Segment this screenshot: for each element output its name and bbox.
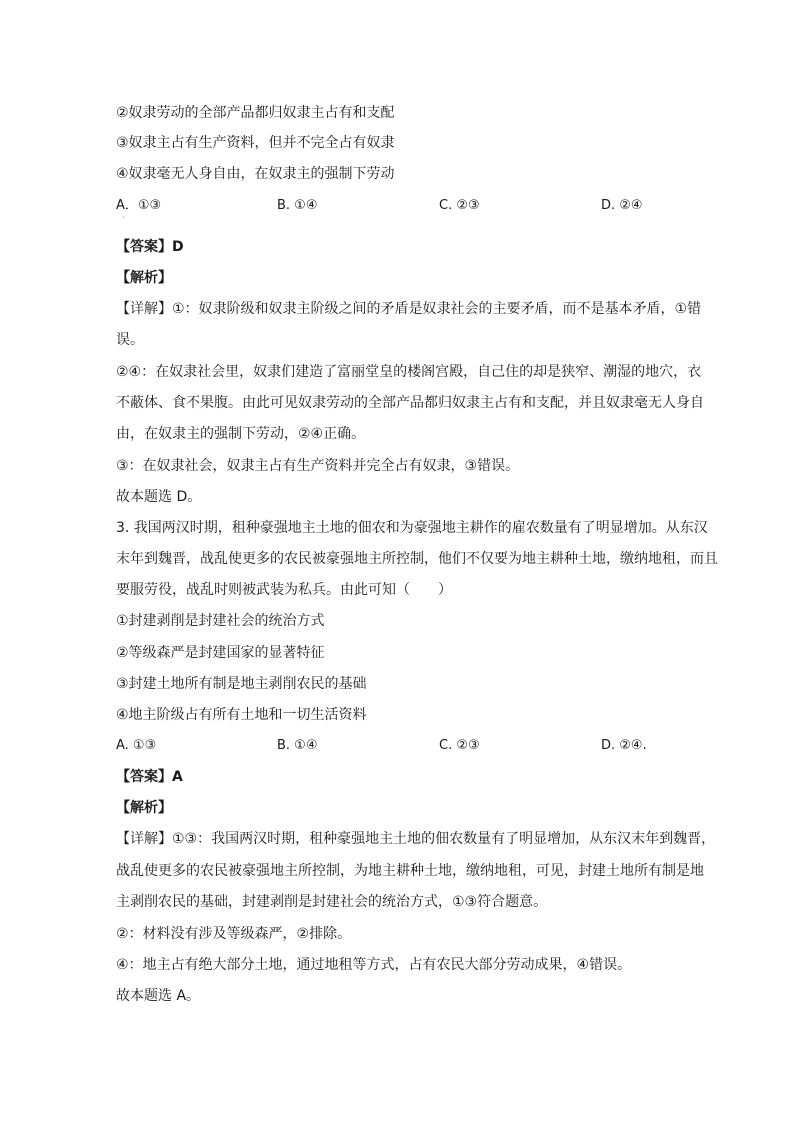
conclusion-line: 故本题选 A。 — [116, 988, 201, 1004]
question-stem: 要服劳役，战乱时则被武装为私兵。由此可知（ ） — [116, 582, 452, 598]
explanation-line: 不蔽体、食不果腹。由此可见奴隶劳动的全部产品都归奴隶主占有和支配，并且奴隶毫无人身自 — [116, 395, 704, 411]
statement-1: ①封建剥削是封建社会的统治方式 — [116, 613, 325, 629]
statement-2: ②等级森严是封建国家的显著特征 — [116, 645, 325, 661]
question-stem: 3. 我国两汉时期，租种豪强地主土地的佃农和为豪强地主耕作的雇农数量有了明显增加。从东汉 — [116, 520, 708, 536]
conclusion-line: 故本题选 D。 — [116, 489, 202, 505]
option-c: C. ②③ — [439, 198, 480, 213]
explanation-line: ④：地主占有绝大部分土地，通过地租等方式，占有农民大部分劳动成果，④错误。 — [116, 957, 632, 973]
option-a: A．①③ — [116, 198, 162, 213]
stray-mark: · — [122, 213, 125, 222]
detail-line: 【详解】①③：我国两汉时期，租种豪强地主土地的佃农数量有了明显增加，从东汉末年到魏晋， — [116, 831, 716, 847]
analysis-label: 【解析】 — [116, 800, 172, 816]
question-stem: 末年到魏晋，战乱使更多的农民被豪强地主所控制，他们不仅要为地主耕种土地，缴纳地租，而且 — [116, 551, 718, 567]
option-d: D. ②④ — [601, 198, 643, 213]
explanation-line: 由，在奴隶主的强制下劳动，②④正确。 — [116, 426, 366, 442]
detail-line: 误。 — [116, 332, 144, 348]
detail-line: 【详解】①：奴隶阶级和奴隶主阶级之间的矛盾是奴隶社会的主要矛盾，而不是基本矛盾，①错 — [116, 301, 702, 317]
answer-label: 【答案】A — [116, 769, 183, 785]
detail-line: 主剥削农民的基础，封建剥削是封建社会的统治方式，①③符合题意。 — [116, 894, 548, 910]
explanation-line: ②：材料没有涉及等级森严，②排除。 — [116, 926, 352, 942]
explanation-line: ③：在奴隶社会，奴隶主占有生产资料并完全占有奴隶，③错误。 — [116, 458, 520, 474]
analysis-label: 【解析】 — [116, 270, 172, 286]
statement-2: ②奴隶劳动的全部产品都归奴隶主占有和支配 — [116, 105, 395, 121]
answer-label: 【答案】D — [116, 239, 184, 255]
option-b: B. ①④ — [277, 198, 318, 213]
explanation-line: ②④：在奴隶社会里，奴隶们建造了富丽堂皇的楼阁宫殿，自己住的却是狭窄、潮湿的地穴，衣 — [116, 364, 702, 380]
statement-3: ③封建土地所有制是地主剥削农民的基础 — [116, 676, 367, 692]
statement-4: ④地主阶级占有所有土地和一切生活资料 — [116, 707, 367, 723]
option-c: C. ②③ — [439, 738, 480, 753]
statement-4: ④奴隶毫无人身自由，在奴隶主的强制下劳动 — [116, 166, 395, 182]
option-b: B. ①④ — [277, 738, 318, 753]
option-d: D. ②④. — [601, 738, 647, 753]
option-a: A. ①③ — [116, 738, 157, 753]
detail-line: 战乱使更多的农民被豪强地主所控制，为地主耕种土地，缴纳地租，可见，封建土地所有制是地 — [116, 863, 704, 879]
statement-3: ③奴隶主占有生产资料，但并不完全占有奴隶 — [116, 135, 395, 151]
